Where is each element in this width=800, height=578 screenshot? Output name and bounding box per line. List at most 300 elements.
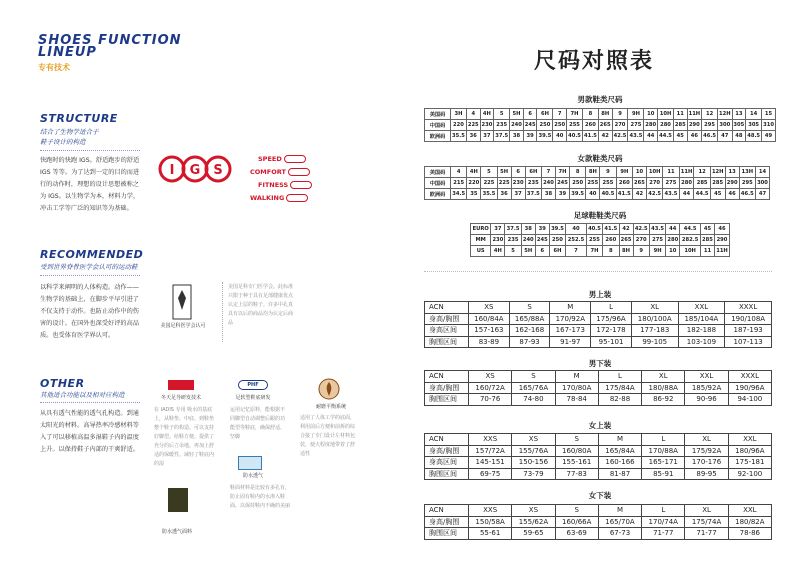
table-cell: M bbox=[598, 505, 641, 517]
table-cell: 35.5 bbox=[481, 189, 497, 200]
table-cell: 3H bbox=[451, 109, 467, 120]
table-row bbox=[425, 336, 772, 348]
table-row bbox=[425, 178, 770, 189]
table-cell: 230 bbox=[480, 120, 494, 131]
table-cell: 265 bbox=[619, 235, 633, 246]
table-cell: XXS bbox=[469, 434, 512, 446]
table-row bbox=[471, 235, 730, 246]
table-cell: 180/100A bbox=[631, 313, 678, 325]
table-cell: 295 bbox=[739, 178, 755, 189]
table-cell: 260 bbox=[603, 235, 619, 246]
table-cell: ACN bbox=[425, 434, 469, 446]
table-cell: XXL bbox=[728, 505, 771, 517]
table-cell: 89-95 bbox=[685, 468, 728, 480]
cert3b-note: 鞋面材料是比较有多孔有，防止固有鞋内的水渗入鞋面。以保持鞋内不确的美丽 bbox=[230, 485, 291, 509]
table-cell: 77-83 bbox=[555, 468, 598, 480]
table-cell: 39 bbox=[555, 189, 569, 200]
table-cell: 285 bbox=[700, 235, 714, 246]
table-cell: 255 bbox=[567, 120, 583, 131]
table-cell: 290 bbox=[725, 178, 739, 189]
table-cell: 43.5 bbox=[663, 189, 679, 200]
table-cell: 42.5 bbox=[633, 224, 649, 235]
recommended-title: RECOMMENDED bbox=[40, 248, 144, 261]
table-cell: 46 bbox=[725, 189, 739, 200]
cert4-caption: 耐磨平衡系统 bbox=[315, 404, 346, 410]
table-cell: 305 bbox=[732, 120, 746, 131]
table-cell: 47 bbox=[755, 189, 769, 200]
table-cell: 37.5 bbox=[525, 189, 541, 200]
table-cell: 4H bbox=[467, 167, 481, 178]
table-cell: 9 bbox=[612, 109, 628, 120]
table-cell: 11 bbox=[700, 246, 714, 257]
table-cell: 14 bbox=[746, 109, 762, 120]
table-cell: 170/92A bbox=[550, 313, 591, 325]
men-shoes-caption: 男款鞋类尺码 bbox=[577, 95, 623, 104]
table-cell: 12H bbox=[718, 109, 732, 120]
table-cell: 250 bbox=[569, 178, 585, 189]
table-cell: XS bbox=[512, 434, 555, 446]
table-cell: 260 bbox=[616, 178, 632, 189]
table-cell: 91-97 bbox=[550, 336, 591, 348]
table-cell: 225 bbox=[466, 120, 480, 131]
table-cell: 275 bbox=[663, 178, 679, 189]
table-cell: 190/108A bbox=[725, 313, 772, 325]
table-cell: 44 bbox=[666, 224, 680, 235]
table-cell: 34.5 bbox=[451, 189, 467, 200]
cert-divider bbox=[222, 282, 223, 342]
table-cell: 252.5 bbox=[566, 235, 587, 246]
table-cell: M bbox=[550, 302, 591, 314]
table-cell: 38 bbox=[521, 224, 535, 235]
table-cell: 5H bbox=[510, 109, 524, 120]
table-cell: 46.5 bbox=[739, 189, 755, 200]
table-cell: 280 bbox=[644, 120, 658, 131]
table-cell: 37 bbox=[480, 131, 494, 142]
table-cell: 220 bbox=[451, 120, 467, 131]
table-cell: 44 bbox=[679, 189, 694, 200]
soccer-shoes-table bbox=[470, 223, 730, 257]
recommended-body: 以科学来阐明的人体构造。动作——生物学的基础上，在脚步平早引进了不仅支持于动作。也防止动作中的伤害的设计。在国外也深受好评的高品质。也受体育医学界认可。 bbox=[40, 284, 139, 339]
table-cell: 胸围区间 bbox=[425, 336, 469, 348]
cert3b-caption: 防水透气 bbox=[242, 473, 263, 479]
other-divider bbox=[40, 402, 140, 403]
table-cell: 6H bbox=[537, 109, 553, 120]
table-cell: 230 bbox=[511, 178, 525, 189]
table-cell: L bbox=[591, 302, 632, 314]
table-row bbox=[471, 224, 730, 235]
table-cell: 185/104A bbox=[678, 313, 725, 325]
table-cell: 170/74A bbox=[642, 516, 685, 528]
table-cell: 身高/胸围 bbox=[425, 382, 469, 394]
table-cell: 42 bbox=[598, 131, 612, 142]
table-cell: 145-151 bbox=[469, 457, 512, 469]
table-cell: S bbox=[555, 434, 598, 446]
table-cell: 37 bbox=[511, 189, 525, 200]
table-cell: 245 bbox=[535, 235, 549, 246]
table-cell: 270 bbox=[646, 178, 662, 189]
structure-sub1: 结合了生物学适合于 bbox=[40, 128, 99, 136]
table-cell: 46.5 bbox=[702, 131, 718, 142]
table-cell: XXL bbox=[685, 371, 728, 383]
table-cell: 74-80 bbox=[512, 394, 555, 406]
table-cell: XL bbox=[685, 505, 728, 517]
table-cell: 5H bbox=[521, 246, 535, 257]
table-cell: 240 bbox=[521, 235, 535, 246]
table-cell: 6 bbox=[535, 246, 549, 257]
table-cell: 157-163 bbox=[469, 325, 510, 337]
cert2-logo-icon bbox=[168, 380, 194, 390]
sfw-comfort: COMFORT bbox=[250, 168, 310, 176]
men-tops-caption: 男上装 bbox=[588, 290, 612, 299]
table-cell: 8 bbox=[569, 167, 585, 178]
table-cell: 310 bbox=[762, 120, 776, 131]
women-bottoms-table bbox=[424, 504, 772, 540]
table-cell: 260 bbox=[582, 120, 598, 131]
table-cell: 42.5 bbox=[612, 131, 628, 142]
table-cell: 10H bbox=[658, 109, 674, 120]
table-cell: 4 bbox=[466, 109, 480, 120]
table-cell: 39.5 bbox=[569, 189, 585, 200]
women-tops-table bbox=[424, 433, 772, 480]
table-cell: 240 bbox=[510, 120, 524, 131]
table-cell: 175/84A bbox=[598, 382, 641, 394]
table-cell: XL bbox=[685, 434, 728, 446]
table-cell: 40.5 bbox=[586, 224, 602, 235]
table-cell: 中国码 bbox=[425, 120, 451, 131]
table-cell: 7H bbox=[586, 246, 602, 257]
table-cell: 280 bbox=[679, 178, 694, 189]
table-cell: 59-65 bbox=[512, 528, 555, 540]
table-cell: 6 bbox=[511, 167, 525, 178]
table-cell: 275 bbox=[649, 235, 665, 246]
table-cell: MM bbox=[471, 235, 491, 246]
table-cell: 167-173 bbox=[550, 325, 591, 337]
table-row bbox=[425, 528, 772, 540]
table-cell: XS bbox=[512, 505, 555, 517]
sfw-speed: SPEED bbox=[258, 155, 306, 163]
table-cell: 15 bbox=[762, 109, 776, 120]
table-cell: 9 bbox=[600, 167, 616, 178]
table-cell: 270 bbox=[612, 120, 628, 131]
table-cell: 155/76A bbox=[512, 445, 555, 457]
table-cell: 265 bbox=[632, 178, 646, 189]
left-panel bbox=[0, 0, 398, 578]
table-cell: 胸围区间 bbox=[425, 468, 469, 480]
table-cell: 胸围区间 bbox=[425, 528, 469, 540]
structure-divider bbox=[40, 150, 140, 151]
table-cell: 240 bbox=[541, 178, 555, 189]
table-cell: 94-100 bbox=[728, 394, 771, 406]
table-cell: 81-87 bbox=[598, 468, 641, 480]
table-cell: 187-193 bbox=[725, 325, 772, 337]
table-cell: XL bbox=[631, 302, 678, 314]
table-cell: 290 bbox=[714, 235, 729, 246]
table-row bbox=[425, 189, 770, 200]
table-row bbox=[425, 109, 776, 120]
table-cell: 182-188 bbox=[678, 325, 725, 337]
table-cell: 250 bbox=[549, 235, 565, 246]
table-cell: 180/96A bbox=[728, 445, 771, 457]
table-cell: 165/76A bbox=[512, 382, 555, 394]
table-cell: 160/66A bbox=[555, 516, 598, 528]
table-cell: 12 bbox=[702, 109, 718, 120]
table-cell: 身高/胸围 bbox=[425, 516, 469, 528]
cert3-note: 运用记忆原料，能根据不同脚型自动调整后跟的功能型等鞋底，确保舒适、坚脚 bbox=[230, 407, 286, 440]
table-cell: 92-100 bbox=[728, 468, 771, 480]
table-cell: 82-88 bbox=[598, 394, 641, 406]
table-cell: 165/70A bbox=[598, 516, 641, 528]
table-row bbox=[425, 468, 772, 480]
table-row bbox=[425, 382, 772, 394]
table-cell: 45 bbox=[700, 224, 714, 235]
table-cell: 6H bbox=[549, 246, 565, 257]
table-cell: 44 bbox=[644, 131, 658, 142]
table-cell: 71-77 bbox=[685, 528, 728, 540]
table-cell: 162-168 bbox=[509, 325, 550, 337]
table-cell: 175/96A bbox=[591, 313, 632, 325]
cert2-caption: 冬天足导研发技术 bbox=[160, 395, 201, 401]
table-cell: 270 bbox=[633, 235, 649, 246]
table-cell: 37.5 bbox=[505, 224, 521, 235]
table-cell: L bbox=[642, 434, 685, 446]
table-cell: 8 bbox=[582, 109, 598, 120]
table-cell: 10 bbox=[644, 109, 658, 120]
table-row bbox=[425, 167, 770, 178]
table-cell: 39 bbox=[523, 131, 537, 142]
table-cell: 美国码 bbox=[425, 167, 451, 178]
table-cell: 11H bbox=[679, 167, 694, 178]
table-cell: 265 bbox=[598, 120, 612, 131]
table-cell: 150-156 bbox=[512, 457, 555, 469]
men-tops-table bbox=[424, 301, 772, 348]
table-cell: 37.5 bbox=[494, 131, 510, 142]
table-cell: 282.5 bbox=[680, 235, 701, 246]
table-cell: 90-96 bbox=[685, 394, 728, 406]
table-row bbox=[425, 394, 772, 406]
table-cell: 300 bbox=[755, 178, 769, 189]
table-cell: 10 bbox=[632, 167, 646, 178]
table-cell: ACN bbox=[425, 371, 469, 383]
table-cell: 9 bbox=[633, 246, 649, 257]
table-cell: 身高/胸围 bbox=[425, 313, 469, 325]
table-row bbox=[425, 325, 772, 337]
structure-title: STRUCTURE bbox=[40, 112, 118, 125]
table-cell: 4 bbox=[451, 167, 467, 178]
table-cell: 255 bbox=[586, 235, 602, 246]
table-cell: 285 bbox=[710, 178, 725, 189]
sfw-fitness: FITNESS bbox=[258, 181, 312, 189]
table-cell: 160-166 bbox=[598, 457, 641, 469]
table-cell: 255 bbox=[586, 178, 600, 189]
table-cell: 165/84A bbox=[598, 445, 641, 457]
table-cell: S bbox=[512, 371, 555, 383]
table-cell: 12H bbox=[710, 167, 725, 178]
table-cell: 220 bbox=[467, 178, 481, 189]
table-cell: 5 bbox=[481, 167, 497, 178]
table-cell: 172-178 bbox=[591, 325, 632, 337]
svg-text:G: G bbox=[189, 163, 201, 178]
table-cell: 180/88A bbox=[642, 382, 685, 394]
table-cell: 305 bbox=[746, 120, 762, 131]
table-cell: 280 bbox=[658, 120, 674, 131]
svg-text:I: I bbox=[169, 163, 175, 178]
table-cell: 4H bbox=[480, 109, 494, 120]
cert4-flame-icon bbox=[318, 378, 340, 400]
table-cell: 46 bbox=[714, 224, 729, 235]
table-cell: XS bbox=[469, 302, 510, 314]
table-cell: 43.5 bbox=[628, 131, 644, 142]
table-cell: 95-101 bbox=[591, 336, 632, 348]
table-cell: 14 bbox=[755, 167, 769, 178]
cert3-caption: 足软型鞋底研发 bbox=[235, 395, 271, 401]
table-cell: 7H bbox=[555, 167, 569, 178]
table-cell: 9H bbox=[616, 167, 632, 178]
table-cell: 44.5 bbox=[658, 131, 674, 142]
cert1-caption: 美国足科医学会认可 bbox=[160, 323, 206, 329]
table-cell: 99-105 bbox=[631, 336, 678, 348]
cert4-note: 适用了人体工学的底面，利用前后方便和前拆的综合接了专门设计左材料包装，使大程度地带着了舒适性 bbox=[300, 415, 356, 457]
table-cell: 235 bbox=[505, 235, 521, 246]
table-cell: 155/62A bbox=[512, 516, 555, 528]
table-cell: 185/92A bbox=[685, 382, 728, 394]
table-cell: 40.5 bbox=[600, 189, 616, 200]
other-sub: 其他适合功能以及相对应构造 bbox=[40, 391, 125, 399]
table-cell: 165/88A bbox=[509, 313, 550, 325]
table-cell: XXL bbox=[678, 302, 725, 314]
table-cell: 170/80A bbox=[555, 382, 598, 394]
section-divider bbox=[424, 271, 772, 272]
table-cell: 83-89 bbox=[469, 336, 510, 348]
table-cell: 170/88A bbox=[642, 445, 685, 457]
table-cell: 10H bbox=[646, 167, 662, 178]
table-cell: 69-75 bbox=[469, 468, 512, 480]
table-cell: 11H bbox=[714, 246, 729, 257]
table-cell: 5 bbox=[494, 109, 510, 120]
table-cell: 160/84A bbox=[469, 313, 510, 325]
table-cell: 71-77 bbox=[642, 528, 685, 540]
table-cell: 300 bbox=[718, 120, 732, 131]
table-cell: L bbox=[642, 505, 685, 517]
table-cell: 150/58A bbox=[469, 516, 512, 528]
sfw-walking: WALKING bbox=[250, 194, 308, 202]
table-cell: 40 bbox=[566, 224, 587, 235]
other-title: OTHER bbox=[40, 377, 85, 390]
table-cell: 40.5 bbox=[567, 131, 583, 142]
table-cell: 86-92 bbox=[642, 394, 685, 406]
table-cell: 胸围区间 bbox=[425, 394, 469, 406]
table-cell: 250 bbox=[553, 120, 567, 131]
table-cell: 255 bbox=[600, 178, 616, 189]
table-cell: 11 bbox=[663, 167, 679, 178]
table-cell: 43.5 bbox=[649, 224, 665, 235]
table-row bbox=[425, 516, 772, 528]
table-cell: 63-69 bbox=[555, 528, 598, 540]
table-row bbox=[425, 302, 772, 314]
table-cell: 73-79 bbox=[512, 468, 555, 480]
table-cell: 4H bbox=[491, 246, 505, 257]
table-cell: 39.5 bbox=[537, 131, 553, 142]
table-cell: 40 bbox=[586, 189, 600, 200]
table-cell: XS bbox=[469, 371, 512, 383]
table-cell: 70-76 bbox=[469, 394, 512, 406]
table-cell: XL bbox=[642, 371, 685, 383]
table-cell: 55-61 bbox=[469, 528, 512, 540]
table-cell: 40 bbox=[553, 131, 567, 142]
table-cell: 235 bbox=[525, 178, 541, 189]
table-cell: 12 bbox=[694, 167, 710, 178]
table-cell: 225 bbox=[481, 178, 497, 189]
table-cell: 36 bbox=[497, 189, 511, 200]
women-tops-caption: 女上装 bbox=[588, 421, 612, 430]
table-cell: 295 bbox=[702, 120, 718, 131]
table-cell: 11 bbox=[673, 109, 687, 120]
table-cell: 45 bbox=[673, 131, 687, 142]
table-cell: 177-183 bbox=[631, 325, 678, 337]
table-cell: 85-91 bbox=[642, 468, 685, 480]
table-row bbox=[425, 371, 772, 383]
table-cell: 欧洲码 bbox=[425, 189, 451, 200]
table-cell: 35.5 bbox=[451, 131, 467, 142]
table-cell: 9H bbox=[649, 246, 665, 257]
women-shoes-table bbox=[424, 166, 770, 200]
table-cell: 39 bbox=[535, 224, 549, 235]
table-cell: 10 bbox=[666, 246, 680, 257]
table-cell: 175/92A bbox=[685, 445, 728, 457]
table-cell: 身高区间 bbox=[425, 457, 469, 469]
table-cell: 10H bbox=[680, 246, 701, 257]
recommended-divider bbox=[40, 275, 140, 276]
table-cell: L bbox=[598, 371, 641, 383]
recommended-sub: 受到世界脊骨医学会认可的运动鞋 bbox=[40, 263, 138, 271]
table-cell: 欧洲码 bbox=[425, 131, 451, 142]
table-cell: 78-84 bbox=[555, 394, 598, 406]
table-cell: 285 bbox=[694, 178, 710, 189]
other-body: 从具有透气性能的透气孔构造。到通太阳光的材料。高导热率冷感材料等入了可以移植高温多湿鞋子内的温度上升。以保持鞋子内部的干爽舒适。 bbox=[40, 410, 139, 453]
table-cell: 41.5 bbox=[603, 224, 619, 235]
table-cell: 7H bbox=[567, 109, 583, 120]
table-cell: 44.5 bbox=[694, 189, 710, 200]
table-cell: 7 bbox=[541, 167, 555, 178]
table-cell: 46 bbox=[687, 131, 701, 142]
table-cell: 87-93 bbox=[509, 336, 550, 348]
table-cell: 48 bbox=[732, 131, 746, 142]
table-cell: 160/72A bbox=[469, 382, 512, 394]
table-cell: 36 bbox=[466, 131, 480, 142]
table-cell: S bbox=[555, 505, 598, 517]
table-cell: 215 bbox=[451, 178, 467, 189]
table-cell: M bbox=[598, 434, 641, 446]
table-row bbox=[425, 505, 772, 517]
table-cell: 180/82A bbox=[728, 516, 771, 528]
table-cell: 245 bbox=[555, 178, 569, 189]
men-bottoms-caption: 男下装 bbox=[588, 359, 612, 368]
soccer-shoes-caption: 足球鞋鞋类尺码 bbox=[573, 211, 627, 220]
table-row bbox=[425, 131, 776, 142]
table-cell: 107-113 bbox=[725, 336, 772, 348]
table-cell: 6H bbox=[525, 167, 541, 178]
table-cell: ACN bbox=[425, 505, 469, 517]
table-cell: EURO bbox=[471, 224, 491, 235]
table-cell: 中国码 bbox=[425, 178, 451, 189]
igs-logo-icon bbox=[158, 150, 233, 188]
table-cell: 7 bbox=[553, 109, 567, 120]
structure-sub2: 鞋子设计的构造 bbox=[40, 138, 86, 146]
brand-title-line1: SHOES FUNCTION bbox=[38, 33, 182, 48]
women-bottoms-caption: 女下装 bbox=[588, 491, 612, 500]
table-cell: 103-109 bbox=[678, 336, 725, 348]
table-cell: 身高/胸围 bbox=[425, 445, 469, 457]
table-cell: 45 bbox=[710, 189, 725, 200]
